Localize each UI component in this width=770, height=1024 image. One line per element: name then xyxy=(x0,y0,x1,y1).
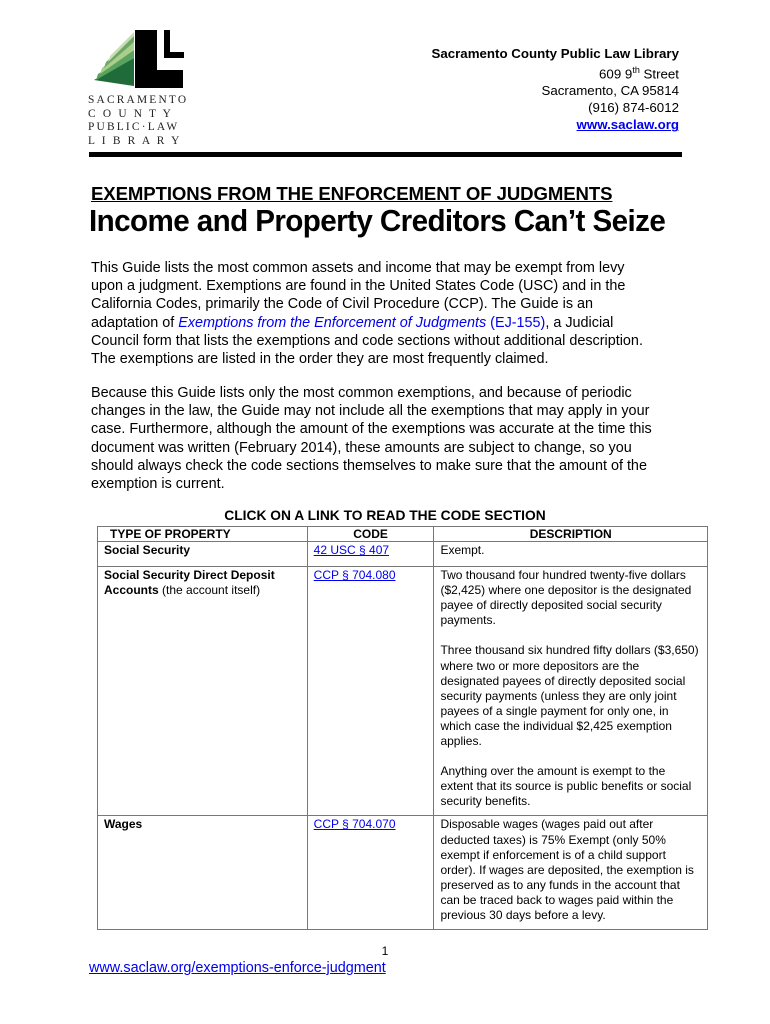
code-cell xyxy=(307,567,434,816)
logo-line-3: PUBLIC·LAW xyxy=(88,121,180,133)
book-pages-logo-icon xyxy=(90,28,186,92)
page-number: 1 xyxy=(381,944,389,958)
code-link-ccp-704-080[interactable]: CCP § 704.080 xyxy=(313,568,396,583)
code-cell xyxy=(307,816,434,930)
logo-line-4: L I B R A R Y xyxy=(88,134,182,147)
table-caption: CLICK ON A LINK TO READ THE CODE SECTION xyxy=(224,508,546,523)
ej155-form-link[interactable]: (EJ-155) xyxy=(490,314,546,331)
website-link[interactable]: www.saclaw.org xyxy=(576,117,679,133)
library-address xyxy=(431,45,679,133)
table-row xyxy=(98,567,708,816)
logo-line-2: C O U N T Y xyxy=(88,107,174,120)
table-row xyxy=(98,542,708,567)
header-code: CODE xyxy=(307,527,434,542)
phone-number: (916) 874-6012 xyxy=(588,100,679,116)
property-type-cell: Wages xyxy=(98,816,308,930)
intro-paragraph: This Guide lists the most common assets and income that may be exempt from levy upon a judgment. Exemptions are found in the United States Code (USC) and in the California Codes, primarily the Code of Civil Procedure (CCP). The Guide is an adaptation of Exemptions from the Enforcement of Judgments (EJ-155), a Judicial Council form that lists the exemptions and code sections without additional description. The exemptions are listed in the order they are most frequently claimed. xyxy=(91,260,643,368)
description-cell: Disposable wages (wages paid out after deducted taxes) is 75% Exempt (only 50% exempt if enforcement is of a child support order). If wages are deposited, the exemption is preserved as to any funds in the account that can be traced back to wages paid within the previous 30 days before a levy. xyxy=(434,816,708,930)
header-type-of-property: TYPE OF PROPERTY xyxy=(98,527,308,542)
document-title: Income and Property Creditors Can’t Seize xyxy=(89,204,666,238)
table-row xyxy=(98,816,708,930)
city-state-zip: Sacramento, CA 95814 xyxy=(541,83,679,99)
caveat-paragraph: Because this Guide lists only the most common exemptions, and because of periodic changes in the law, the Guide may not include all the exemptions that may apply in your case. Furthermore, although the amount of the exemptions was accurate at the time this document was written (February 2014), these amounts are subject to change, so you should always check the code sections themselves to make sure that the amount of the exemption is current. xyxy=(91,385,652,493)
description-cell: Exempt. xyxy=(434,542,708,567)
property-type-cell: Social Security Direct Deposit Accounts (the account itself) xyxy=(98,567,308,816)
exemptions-table xyxy=(97,526,708,930)
description-cell: Two thousand four hundred twenty-five dollars ($2,425) where one depositor is the designated payee of directly deposited social security payments. Three thousand six hundred fifty dollars ($3,650) where two or more depositors are the designated payees of directly deposited social security payments (unless they are only joint payees of a single payment for only one, in which case the individual $2,425 exemption applies. Anything over the amount is exempt to the extent that its source is public benefits or social security benefits. xyxy=(434,567,708,816)
code-link-ccp-704-070[interactable]: CCP § 704.070 xyxy=(313,817,396,832)
header-divider xyxy=(89,152,682,157)
document-supertitle: EXEMPTIONS FROM THE ENFORCEMENT OF JUDGMENTS xyxy=(91,183,613,204)
property-type-cell: Social Security xyxy=(98,542,308,567)
table-header-row xyxy=(98,527,708,542)
code-link-42-usc-407[interactable]: 42 USC § 407 xyxy=(313,543,390,557)
library-logo xyxy=(88,28,188,150)
header-description: DESCRIPTION xyxy=(434,527,708,542)
footer-url-link[interactable]: www.saclaw.org/exemptions-enforce-judgment xyxy=(89,960,386,976)
ej155-title-link[interactable]: Exemptions from the Enforcement of Judgments xyxy=(178,314,487,331)
logo-line-1: SACRAMENTO xyxy=(88,94,189,106)
library-name: Sacramento County Public Law Library xyxy=(431,46,679,61)
street-address: 609 9th Street xyxy=(599,65,679,82)
code-cell xyxy=(307,542,434,567)
